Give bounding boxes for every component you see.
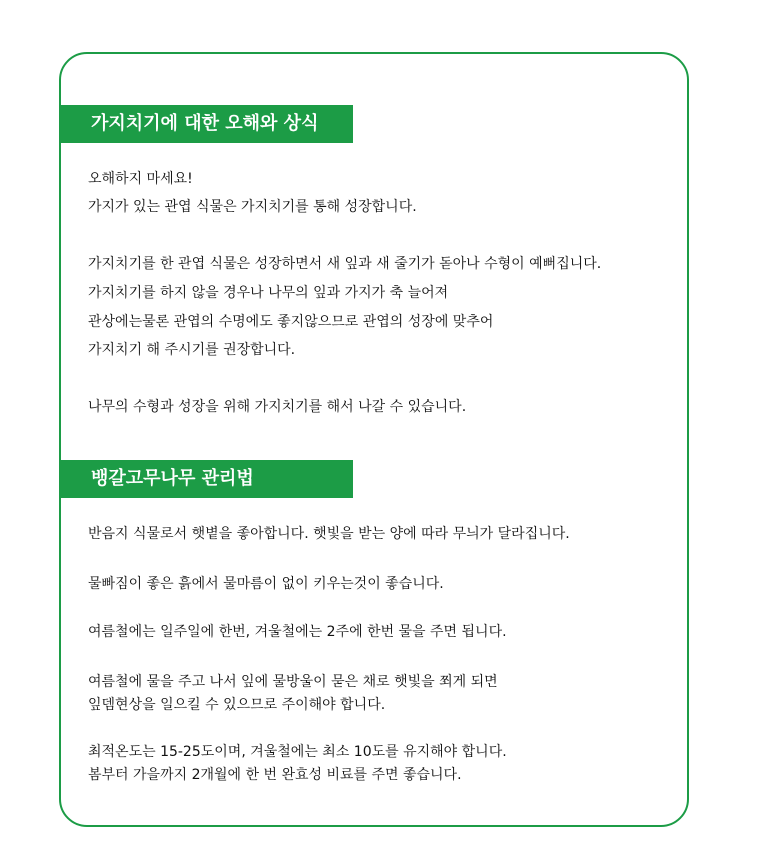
- pruning-text-line: 가지치기 해 주시기를 권장합니다.: [88, 342, 296, 358]
- section-header-care: 뱅갈고무나무 관리법: [61, 460, 353, 498]
- care-text-line: 물빠짐이 좋은 흙에서 물마름이 없이 키우는것이 좋습니다.: [88, 576, 444, 592]
- care-text-line: 여름철에는 일주일에 한번, 겨울철에는 2주에 한번 물을 주면 됩니다.: [88, 624, 507, 640]
- care-text-line: 봄부터 가을까지 2개월에 한 번 완효성 비료를 주면 좋습니다.: [88, 767, 462, 783]
- section-header-pruning: 가지치기에 대한 오해와 상식: [61, 105, 353, 143]
- pruning-text-line: 관상에는물론 관엽의 수명에도 좋지않으므로 관엽의 성장에 맞추어: [88, 314, 494, 330]
- pruning-text-line: 나무의 수형과 성장을 위해 가지치기를 해서 나갈 수 있습니다.: [88, 399, 467, 415]
- care-text-line: 여름철에 물을 주고 나서 잎에 물방울이 묻은 채로 햇빛을 쬐게 되면: [88, 674, 498, 690]
- care-text-line: 반음지 식물로서 햇볕을 좋아합니다. 햇빛을 받는 양에 따라 무늬가 달라집니다.: [88, 526, 570, 542]
- pruning-text-line: 가지치기를 하지 않을 경우나 나무의 잎과 가지가 축 늘어져: [88, 285, 449, 301]
- pruning-text-line: 가지가 있는 관엽 식물은 가지치기를 통해 성장합니다.: [88, 199, 417, 215]
- care-text-line: 최적온도는 15-25도이며, 겨울철에는 최소 10도를 유지해야 합니다.: [88, 744, 507, 760]
- pruning-text-line: 오해하지 마세요!: [88, 171, 193, 187]
- care-text-line: 잎뎀현상을 일으킬 수 있으므로 주이해야 합니다.: [88, 697, 386, 713]
- pruning-text-line: 가지치기를 한 관엽 식물은 성장하면서 새 잎과 새 줄기가 돋아나 수형이 예뻐집니다.: [88, 256, 602, 272]
